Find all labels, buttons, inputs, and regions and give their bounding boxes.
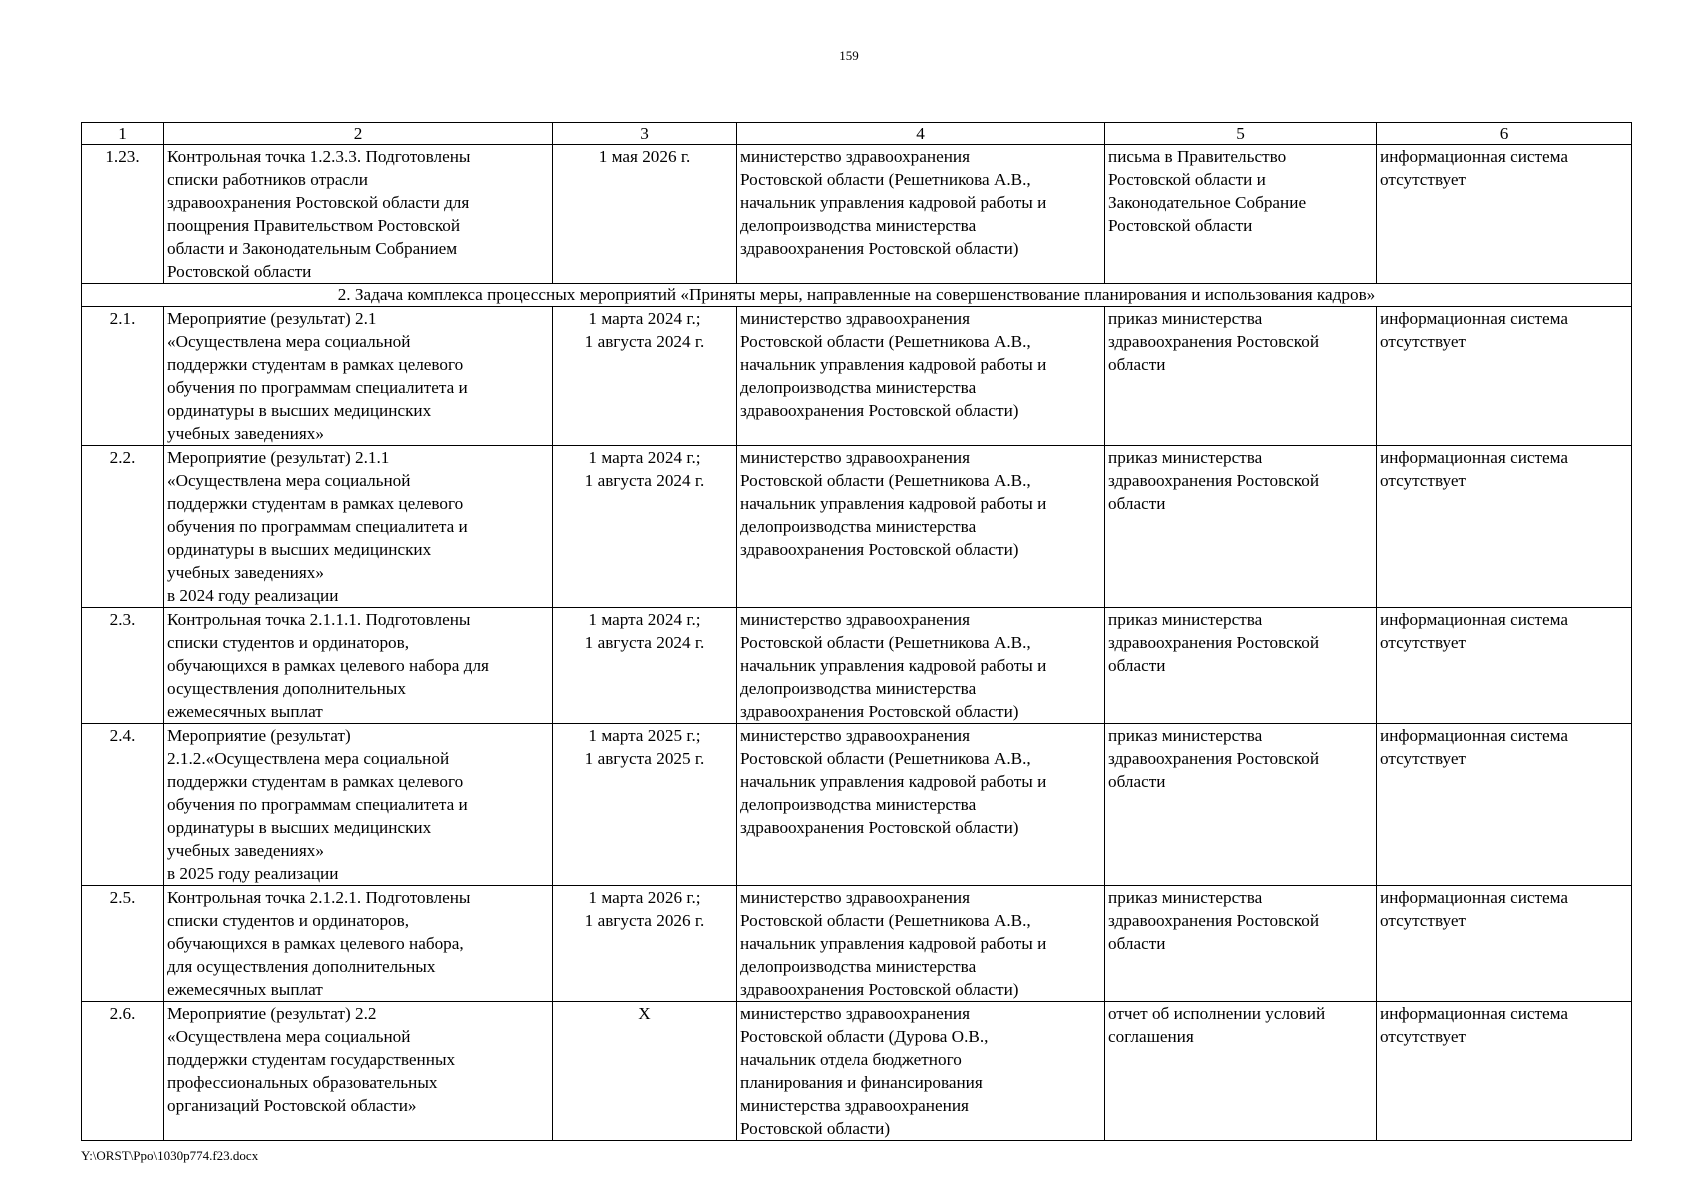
row-document: приказ министерства здравоохранения Ростовской области [1105, 307, 1377, 446]
row-responsible: министерство здравоохранения Ростовской области (Решетникова А.В., начальник управления кадровой работы и делопроизводства министерства здравоохранения Ростовской области) [737, 145, 1105, 284]
row-date: 1 марта 2025 г.; 1 августа 2025 г. [553, 724, 737, 886]
row-number: 2.5. [82, 886, 164, 1002]
table-row [82, 886, 1632, 1002]
row-date: 1 мая 2026 г. [553, 145, 737, 284]
row-responsible: министерство здравоохранения Ростовской области (Решетникова А.В., начальник управления кадровой работы и делопроизводства министерства здравоохранения Ростовской области) [737, 307, 1105, 446]
row-responsible: министерство здравоохранения Ростовской области (Дурова О.В., начальник отдела бюджетного планирования и финансирования министерства здравоохранения Ростовской области) [737, 1002, 1105, 1141]
row-date: 1 марта 2024 г.; 1 августа 2024 г. [553, 307, 737, 446]
column-number: 2 [164, 123, 553, 145]
row-document: приказ министерства здравоохранения Ростовской области [1105, 724, 1377, 886]
row-document: письма в Правительство Ростовской области и Законодательное Собрание Ростовской области [1105, 145, 1377, 284]
row-system: информационная система отсутствует [1377, 724, 1632, 886]
column-number: 4 [737, 123, 1105, 145]
row-system: информационная система отсутствует [1377, 1002, 1632, 1141]
row-name: Контрольная точка 1.2.3.3. Подготовлены списки работников отрасли здравоохранения Ростовской области для поощрения Правительством Ростовской области и Законодательным Собранием Ростовской области [164, 145, 553, 284]
row-document: приказ министерства здравоохранения Ростовской области [1105, 446, 1377, 608]
footer-file-path: Y:\ORST\Ppo\1030p774.f23.docx [81, 1148, 259, 1163]
table-row [82, 1002, 1632, 1141]
row-name: Мероприятие (результат) 2.1 «Осуществлена мера социальной поддержки студентам в рамках целевого обучения по программам специалитета и ординатуры в высших медицинских учебных заведениях» [164, 307, 553, 446]
table-row [82, 724, 1632, 886]
row-system: информационная система отсутствует [1377, 446, 1632, 608]
row-responsible: министерство здравоохранения Ростовской области (Решетникова А.В., начальник управления кадровой работы и делопроизводства министерства здравоохранения Ростовской области) [737, 724, 1105, 886]
column-number: 1 [82, 123, 164, 145]
row-document: приказ министерства здравоохранения Ростовской области [1105, 886, 1377, 1002]
row-date: 1 марта 2024 г.; 1 августа 2024 г. [553, 608, 737, 724]
row-system: информационная система отсутствует [1377, 307, 1632, 446]
section-title: 2. Задача комплекса процессных мероприятий «Приняты меры, направленные на совершенствование планирования и использования кадров» [82, 284, 1632, 307]
row-number: 1.23. [82, 145, 164, 284]
row-system: информационная система отсутствует [1377, 145, 1632, 284]
row-name: Мероприятие (результат) 2.1.1 «Осуществлена мера социальной поддержки студентам в рамках целевого обучения по программам специалитета и ординатуры в высших медицинских учебных заведениях» в 2024 году реализации [164, 446, 553, 608]
row-responsible: министерство здравоохранения Ростовской области (Решетникова А.В., начальник управления кадровой работы и делопроизводства министерства здравоохранения Ростовской области) [737, 446, 1105, 608]
row-responsible: министерство здравоохранения Ростовской области (Решетникова А.В., начальник управления кадровой работы и делопроизводства министерства здравоохранения Ростовской области) [737, 608, 1105, 724]
row-name: Мероприятие (результат) 2.1.2.«Осуществлена мера социальной поддержки студентам в рамках целевого обучения по программам специалитета и ординатуры в высших медицинских учебных заведениях» в 2025 году реализации [164, 724, 553, 886]
row-number: 2.2. [82, 446, 164, 608]
plan-table [81, 122, 1632, 1141]
row-date: 1 марта 2026 г.; 1 августа 2026 г. [553, 886, 737, 1002]
page-number: 159 [839, 48, 859, 63]
table-row [82, 608, 1632, 724]
row-number: 2.3. [82, 608, 164, 724]
section-row [82, 284, 1632, 307]
row-responsible: министерство здравоохранения Ростовской области (Решетникова А.В., начальник управления кадровой работы и делопроизводства министерства здравоохранения Ростовской области) [737, 886, 1105, 1002]
column-number: 5 [1105, 123, 1377, 145]
row-number: 2.4. [82, 724, 164, 886]
row-document: отчет об исполнении условий соглашения [1105, 1002, 1377, 1141]
row-date: Х [553, 1002, 737, 1141]
column-number: 3 [553, 123, 737, 145]
row-system: информационная система отсутствует [1377, 886, 1632, 1002]
row-number: 2.6. [82, 1002, 164, 1141]
row-name: Контрольная точка 2.1.2.1. Подготовлены списки студентов и ординаторов, обучающихся в рамках целевого набора, для осуществления дополнительных ежемесячных выплат [164, 886, 553, 1002]
table-row [82, 307, 1632, 446]
column-number: 6 [1377, 123, 1632, 145]
row-number: 2.1. [82, 307, 164, 446]
row-name: Контрольная точка 2.1.1.1. Подготовлены списки студентов и ординаторов, обучающихся в рамках целевого набора для осуществления дополнительных ежемесячных выплат [164, 608, 553, 724]
row-system: информационная система отсутствует [1377, 608, 1632, 724]
table-row [82, 446, 1632, 608]
row-document: приказ министерства здравоохранения Ростовской области [1105, 608, 1377, 724]
column-number-row [82, 123, 1632, 145]
row-name: Мероприятие (результат) 2.2 «Осуществлена мера социальной поддержки студентам государственных профессиональных образовательных организаций Ростовской области» [164, 1002, 553, 1141]
table-row [82, 145, 1632, 284]
row-date: 1 марта 2024 г.; 1 августа 2024 г. [553, 446, 737, 608]
